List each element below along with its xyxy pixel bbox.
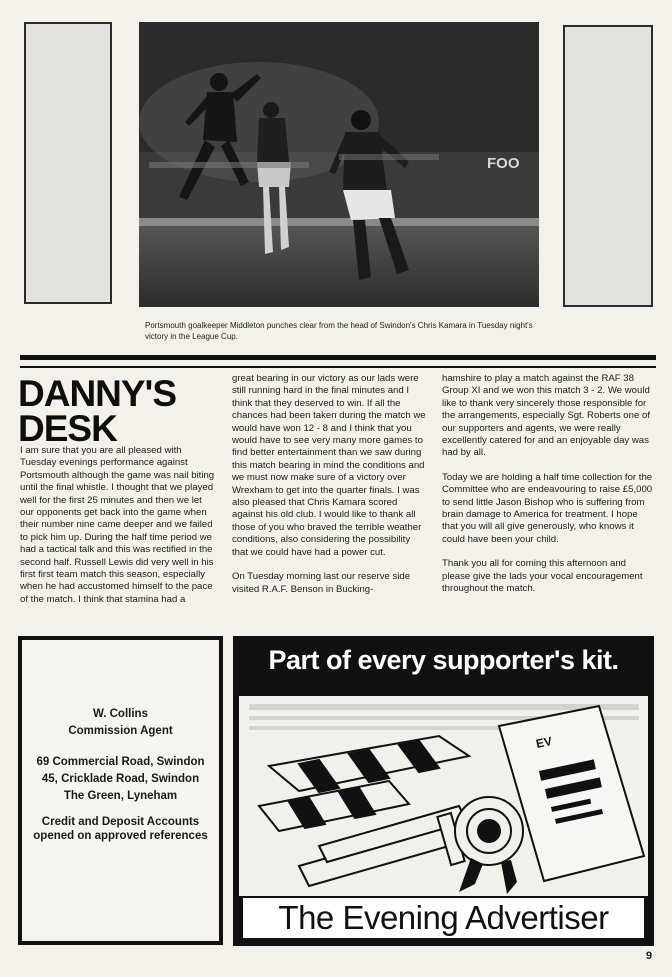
match-photo-illustration bbox=[139, 22, 539, 307]
left-side-panel bbox=[24, 22, 112, 304]
column-2-paragraph-2: On Tuesday morning last our reserve side visited R.A.F. Benson in Bucking- bbox=[232, 571, 411, 595]
page-number: 9 bbox=[646, 950, 653, 962]
advertiser-slogan: Part of every supporter's kit. bbox=[268, 645, 619, 675]
column-3-paragraph-1: hamshire to play a match against the RAF 38 Group XI and we won this match 3 - 2. We would like to thank very sincerely those responsible for the arrangements, especially Sgt. Roberts one of our supporters and agents, we were really excellently catered for and an enjoyable day was had by all. bbox=[442, 373, 650, 459]
rosette-illustration bbox=[455, 797, 523, 894]
article-headline bbox=[18, 373, 218, 449]
supporter-kit-illustration bbox=[239, 696, 648, 896]
column-3-paragraph-3: Thank you all for coming this afternoon and please give the lads your vocal encouragement throughout the match. bbox=[442, 558, 643, 595]
collins-offer-line-2: opened on approved references bbox=[33, 830, 208, 842]
right-side-panel bbox=[563, 25, 653, 307]
headline-line-2: DESK bbox=[18, 408, 117, 449]
collins-address-2: 45, Cricklade Road, Swindon bbox=[41, 773, 200, 785]
article-column-1 bbox=[20, 445, 216, 635]
collins-name: W. Collins bbox=[93, 708, 148, 720]
newspaper-illustration bbox=[499, 706, 644, 881]
newspaper-mark: EV bbox=[534, 733, 554, 751]
collins-offer-line-1: Credit and Deposit Accounts bbox=[41, 816, 200, 828]
match-photo bbox=[139, 22, 539, 307]
column-2-paragraph-1: great bearing in our victory as our lads were still running hard in the final minutes and I think that they deserved to win. If all the chances had been taken during the match we would have won 12 - 8 and I think that you would have to see very many more games to find better entertainment than we saw during this match bearing in mind the conditions and we must now make sure of a victory over Wrexham to get into the quarter finals. I was also pleased that Chris Kamara scored against his old club. I would like to thank all those of you who braved the terrible weather conditions, also considering the possibility that we could have had a power cut. bbox=[232, 373, 426, 558]
collins-address-1: 69 Commercial Road, Swindon bbox=[36, 756, 205, 768]
stand-sign-text: FOO bbox=[487, 155, 520, 172]
section-rule-thin bbox=[20, 366, 656, 368]
column-1-paragraph: I am sure that you are all pleased with Tuesday evenings performance against Portsmouth although the game was nail biting until the final whistle. I thought that we played well for the first 25 minutes and then we let our opponents get back into the game when their number nine came deeper and we failed to pick him up. During the half time period we had a tactical talk and this was rectified in the second half. Russell Lewis did very well in his first first team match this season, especially when he had accustomed himself to the pace of the match. I think that stamina had a bbox=[20, 445, 215, 605]
section-rule-thick bbox=[20, 355, 656, 360]
headline-line-1: DANNY'S bbox=[18, 373, 177, 414]
collins-advert bbox=[18, 636, 223, 945]
newspaper-title: The Evening Advertiser bbox=[243, 898, 644, 938]
advertiser-illustration-panel bbox=[239, 696, 648, 896]
collins-address-3: The Green, Lyneham bbox=[63, 790, 178, 802]
collins-title: Commission Agent bbox=[68, 725, 173, 737]
article-column-2 bbox=[232, 373, 428, 635]
photo-caption: Portsmouth goalkeeper Middleton punches clear from the head of Swindon's Chris Kamara in Tuesday night's victory in the League Cup. bbox=[145, 321, 533, 341]
evening-advertiser-advert bbox=[233, 636, 654, 946]
column-3-paragraph-2: Today we are holding a half time collection for the Committee who are endeavouring to raise £5,000 to send little Jason Bishop who is suffering from brain damage to America for treatment. I hope that you will all give generously, who knows it could have been your child. bbox=[442, 471, 653, 545]
article-column-3 bbox=[442, 373, 656, 635]
